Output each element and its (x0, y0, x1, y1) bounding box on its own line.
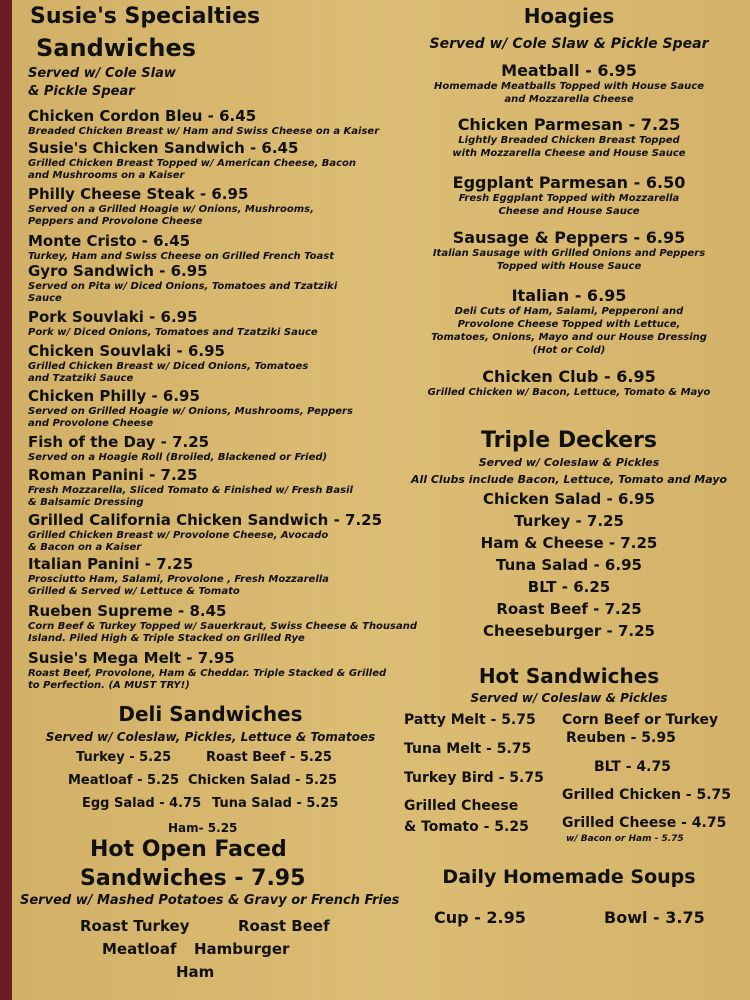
specialty-item-name: Susie's Mega Melt - 7.95 (28, 649, 235, 667)
specialty-item-name: Italian Panini - 7.25 (28, 555, 194, 573)
specialty-item-description: & Balsamic Dressing (28, 497, 144, 508)
triple-decker-item: Roast Beef - 7.25 (496, 600, 642, 618)
hot-item: Patty Melt - 5.75 (404, 712, 536, 728)
hot-item-note: w/ Bacon or Ham - 5.75 (566, 834, 684, 844)
triple-decker-item: Turkey - 7.25 (514, 512, 624, 530)
hot-open-item: Roast Beef (238, 917, 330, 935)
triple-decker-item: BLT - 6.25 (527, 578, 611, 596)
hot-item: & Tomato - 5.25 (404, 819, 529, 835)
hot-item: Tuna Melt - 5.75 (404, 741, 532, 757)
specialty-item-description: and Tzatziki Sauce (28, 373, 134, 384)
specialty-item-description: Sauce (28, 293, 62, 304)
hot-item: Corn Beef or Turkey (562, 712, 719, 728)
deli-item: Turkey - 5.25 (76, 750, 172, 765)
specialty-item-name: Grilled California Chicken Sandwich - 7.25 (28, 511, 383, 529)
specialties-title: Susie's Specialties (30, 4, 261, 29)
hoagie-item-name: Italian - 6.95 (511, 286, 627, 305)
specialty-item-description: Grilled Chicken Breast w/ Provolone Cheese, Avocado (28, 530, 329, 541)
hoagie-item-description: Deli Cuts of Ham, Salami, Pepperoni and (454, 306, 684, 317)
left-column (18, 0, 418, 1000)
hot-item: BLT - 4.75 (594, 759, 671, 775)
specialty-item-name: Chicken Souvlaki - 6.95 (28, 342, 225, 360)
deli-item: Roast Beef - 5.25 (206, 750, 332, 765)
specialty-item-description: Island. Piled High & Triple Stacked on Grilled Rye (28, 633, 305, 644)
hot-open-item: Meatloaf (102, 940, 177, 958)
specialty-item-description: Peppers and Provolone Cheese (28, 216, 203, 227)
hoagie-item-description: and Mozzarella Cheese (504, 94, 634, 105)
specialty-item-description: Pork w/ Diced Onions, Tomatoes and Tzatziki Sauce (28, 327, 318, 338)
triple-decker-item: Ham & Cheese - 7.25 (480, 534, 658, 552)
specialty-item-description: and Provolone Cheese (28, 418, 154, 429)
triple-clubs-note: All Clubs include Bacon, Lettuce, Tomato and Mayo (410, 473, 728, 486)
specialties-served-line1: Served w/ Cole Slaw (28, 66, 176, 81)
deli-item: Chicken Salad - 5.25 (188, 773, 338, 788)
deli-served: Served w/ Coleslaw, Pickles, Lettuce & Tomatoes (45, 730, 376, 744)
hot-sandwiches-served: Served w/ Coleslaw & Pickles (470, 691, 668, 705)
deli-item: Meatloaf - 5.25 (68, 773, 180, 788)
hoagie-item-name: Eggplant Parmesan - 6.50 (452, 173, 686, 192)
hot-open-title: Hot Open Faced (90, 837, 287, 862)
specialty-item-description: Served on Pita w/ Diced Onions, Tomatoes and Tzatziki (28, 281, 338, 292)
specialty-item-description: Served on Grilled Hoagie w/ Onions, Mushrooms, Peppers (28, 406, 353, 417)
hot-open-served: Served w/ Mashed Potatoes & Gravy or French Fries (20, 893, 400, 908)
specialty-item-description: Corn Beef & Turkey Topped w/ Sauerkraut, Swiss Cheese & Thousand (28, 621, 418, 632)
soups-title: Daily Homemade Soups (442, 866, 696, 888)
right-column (400, 0, 738, 1000)
triple-served: Served w/ Coleslaw & Pickles (478, 456, 660, 469)
specialty-item-description: Served on a Grilled Hoagie w/ Onions, Mushrooms, (28, 204, 314, 215)
hot-item: Reuben - 5.95 (566, 730, 676, 746)
hoagie-item-description: Fresh Eggplant Topped with Mozzarella (458, 193, 680, 204)
hoagies-title: Hoagies (523, 4, 615, 28)
deli-item: Egg Salad - 4.75 (82, 796, 202, 811)
hoagie-item-description: (Hot or Cold) (532, 345, 606, 356)
hot-open-subtitle: Sandwiches - 7.95 (80, 866, 306, 891)
specialty-item-description: Grilled & Served w/ Lettuce & Tomato (28, 586, 240, 597)
specialty-item-description: Grilled Chicken Breast Topped w/ American Cheese, Bacon (28, 158, 357, 169)
specialty-item-description: Breaded Chicken Breast w/ Ham and Swiss Cheese on a Kaiser (28, 126, 380, 137)
specialty-item-description: Grilled Chicken Breast w/ Diced Onions, Tomatoes (28, 361, 309, 372)
triple-decker-item: Chicken Salad - 6.95 (483, 490, 655, 508)
hot-item: Grilled Cheese (404, 798, 519, 814)
hoagies-served: Served w/ Cole Slaw & Pickle Spear (429, 36, 709, 52)
triple-decker-item: Cheeseburger - 7.25 (483, 622, 655, 640)
hoagie-item-description: Grilled Chicken w/ Bacon, Lettuce, Tomato & Mayo (427, 387, 711, 398)
hoagie-item-name: Chicken Parmesan - 7.25 (457, 115, 681, 134)
specialty-item-description: Turkey, Ham and Swiss Cheese on Grilled French Toast (28, 251, 334, 262)
specialty-item-name: Rueben Supreme - 8.45 (28, 602, 227, 620)
specialty-item-description: & Bacon on a Kaiser (28, 542, 142, 553)
triple-deckers-title: Triple Deckers (481, 428, 657, 453)
hoagie-item-description: Lightly Breaded Chicken Breast Topped (458, 135, 680, 146)
specialty-item-name: Fish of the Day - 7.25 (28, 433, 210, 451)
specialty-item-description: to Perfection. (A MUST TRY!) (28, 680, 190, 691)
specialty-item-description: and Mushrooms on a Kaiser (28, 170, 185, 181)
hoagie-item-description: with Mozzarella Cheese and House Sauce (452, 148, 686, 159)
specialties-subtitle: Sandwiches (36, 34, 197, 62)
specialty-item-name: Philly Cheese Steak - 6.95 (28, 185, 249, 203)
specialty-item-name: Monte Cristo - 6.45 (28, 232, 191, 250)
hoagie-item-description: Topped with House Sauce (496, 261, 642, 272)
hot-open-item: Ham (176, 963, 215, 981)
hoagie-item-description: Provolone Cheese Topped with Lettuce, (457, 319, 681, 330)
soup-bowl-price: Bowl - 3.75 (604, 908, 705, 927)
hot-sandwiches-title: Hot Sandwiches (478, 664, 660, 688)
deli-title: Deli Sandwiches (118, 702, 303, 726)
hoagie-item-description: Tomatoes, Onions, Mayo and our House Dressing (431, 332, 707, 343)
hoagie-item-description: Homemade Meatballs Topped with House Sauce (433, 81, 705, 92)
specialty-item-description: Served on a Hoagie Roll (Broiled, Blackened or Fried) (28, 452, 328, 463)
hoagie-item-name: Sausage & Peppers - 6.95 (452, 228, 686, 247)
specialty-item-description: Fresh Mozzarella, Sliced Tomato & Finished w/ Fresh Basil (28, 485, 353, 496)
hoagie-item-description: Italian Sausage with Grilled Onions and Peppers (432, 248, 706, 259)
hot-item: Grilled Chicken - 5.75 (562, 787, 732, 803)
triple-decker-item: Tuna Salad - 6.95 (496, 556, 642, 574)
specialty-item-description: Prosciutto Ham, Salami, Provolone , Fresh Mozzarella (28, 574, 329, 585)
deli-item: Ham- 5.25 (168, 821, 238, 835)
hoagie-item-name: Meatball - 6.95 (501, 61, 637, 80)
hoagie-item-name: Chicken Club - 6.95 (482, 367, 656, 386)
deli-item: Tuna Salad - 5.25 (212, 796, 339, 811)
specialties-served-line2: & Pickle Spear (28, 84, 135, 99)
specialty-item-name: Gyro Sandwich - 6.95 (28, 262, 208, 280)
hot-open-item: Roast Turkey (80, 917, 190, 935)
hot-open-item: Hamburger (194, 940, 290, 958)
specialty-item-name: Chicken Cordon Bleu - 6.45 (28, 107, 257, 125)
hot-item: Grilled Cheese - 4.75 (562, 815, 727, 831)
soup-cup-price: Cup - 2.95 (434, 908, 526, 927)
hot-item: Turkey Bird - 5.75 (404, 770, 544, 786)
hoagie-item-description: Cheese and House Sauce (498, 206, 640, 217)
specialty-item-description: Roast Beef, Provolone, Ham & Cheddar. Triple Stacked & Grilled (28, 668, 387, 679)
specialty-item-name: Pork Souvlaki - 6.95 (28, 308, 198, 326)
specialty-item-name: Susie's Chicken Sandwich - 6.45 (28, 139, 299, 157)
specialty-item-name: Roman Panini - 7.25 (28, 466, 198, 484)
specialty-item-name: Chicken Philly - 6.95 (28, 387, 200, 405)
